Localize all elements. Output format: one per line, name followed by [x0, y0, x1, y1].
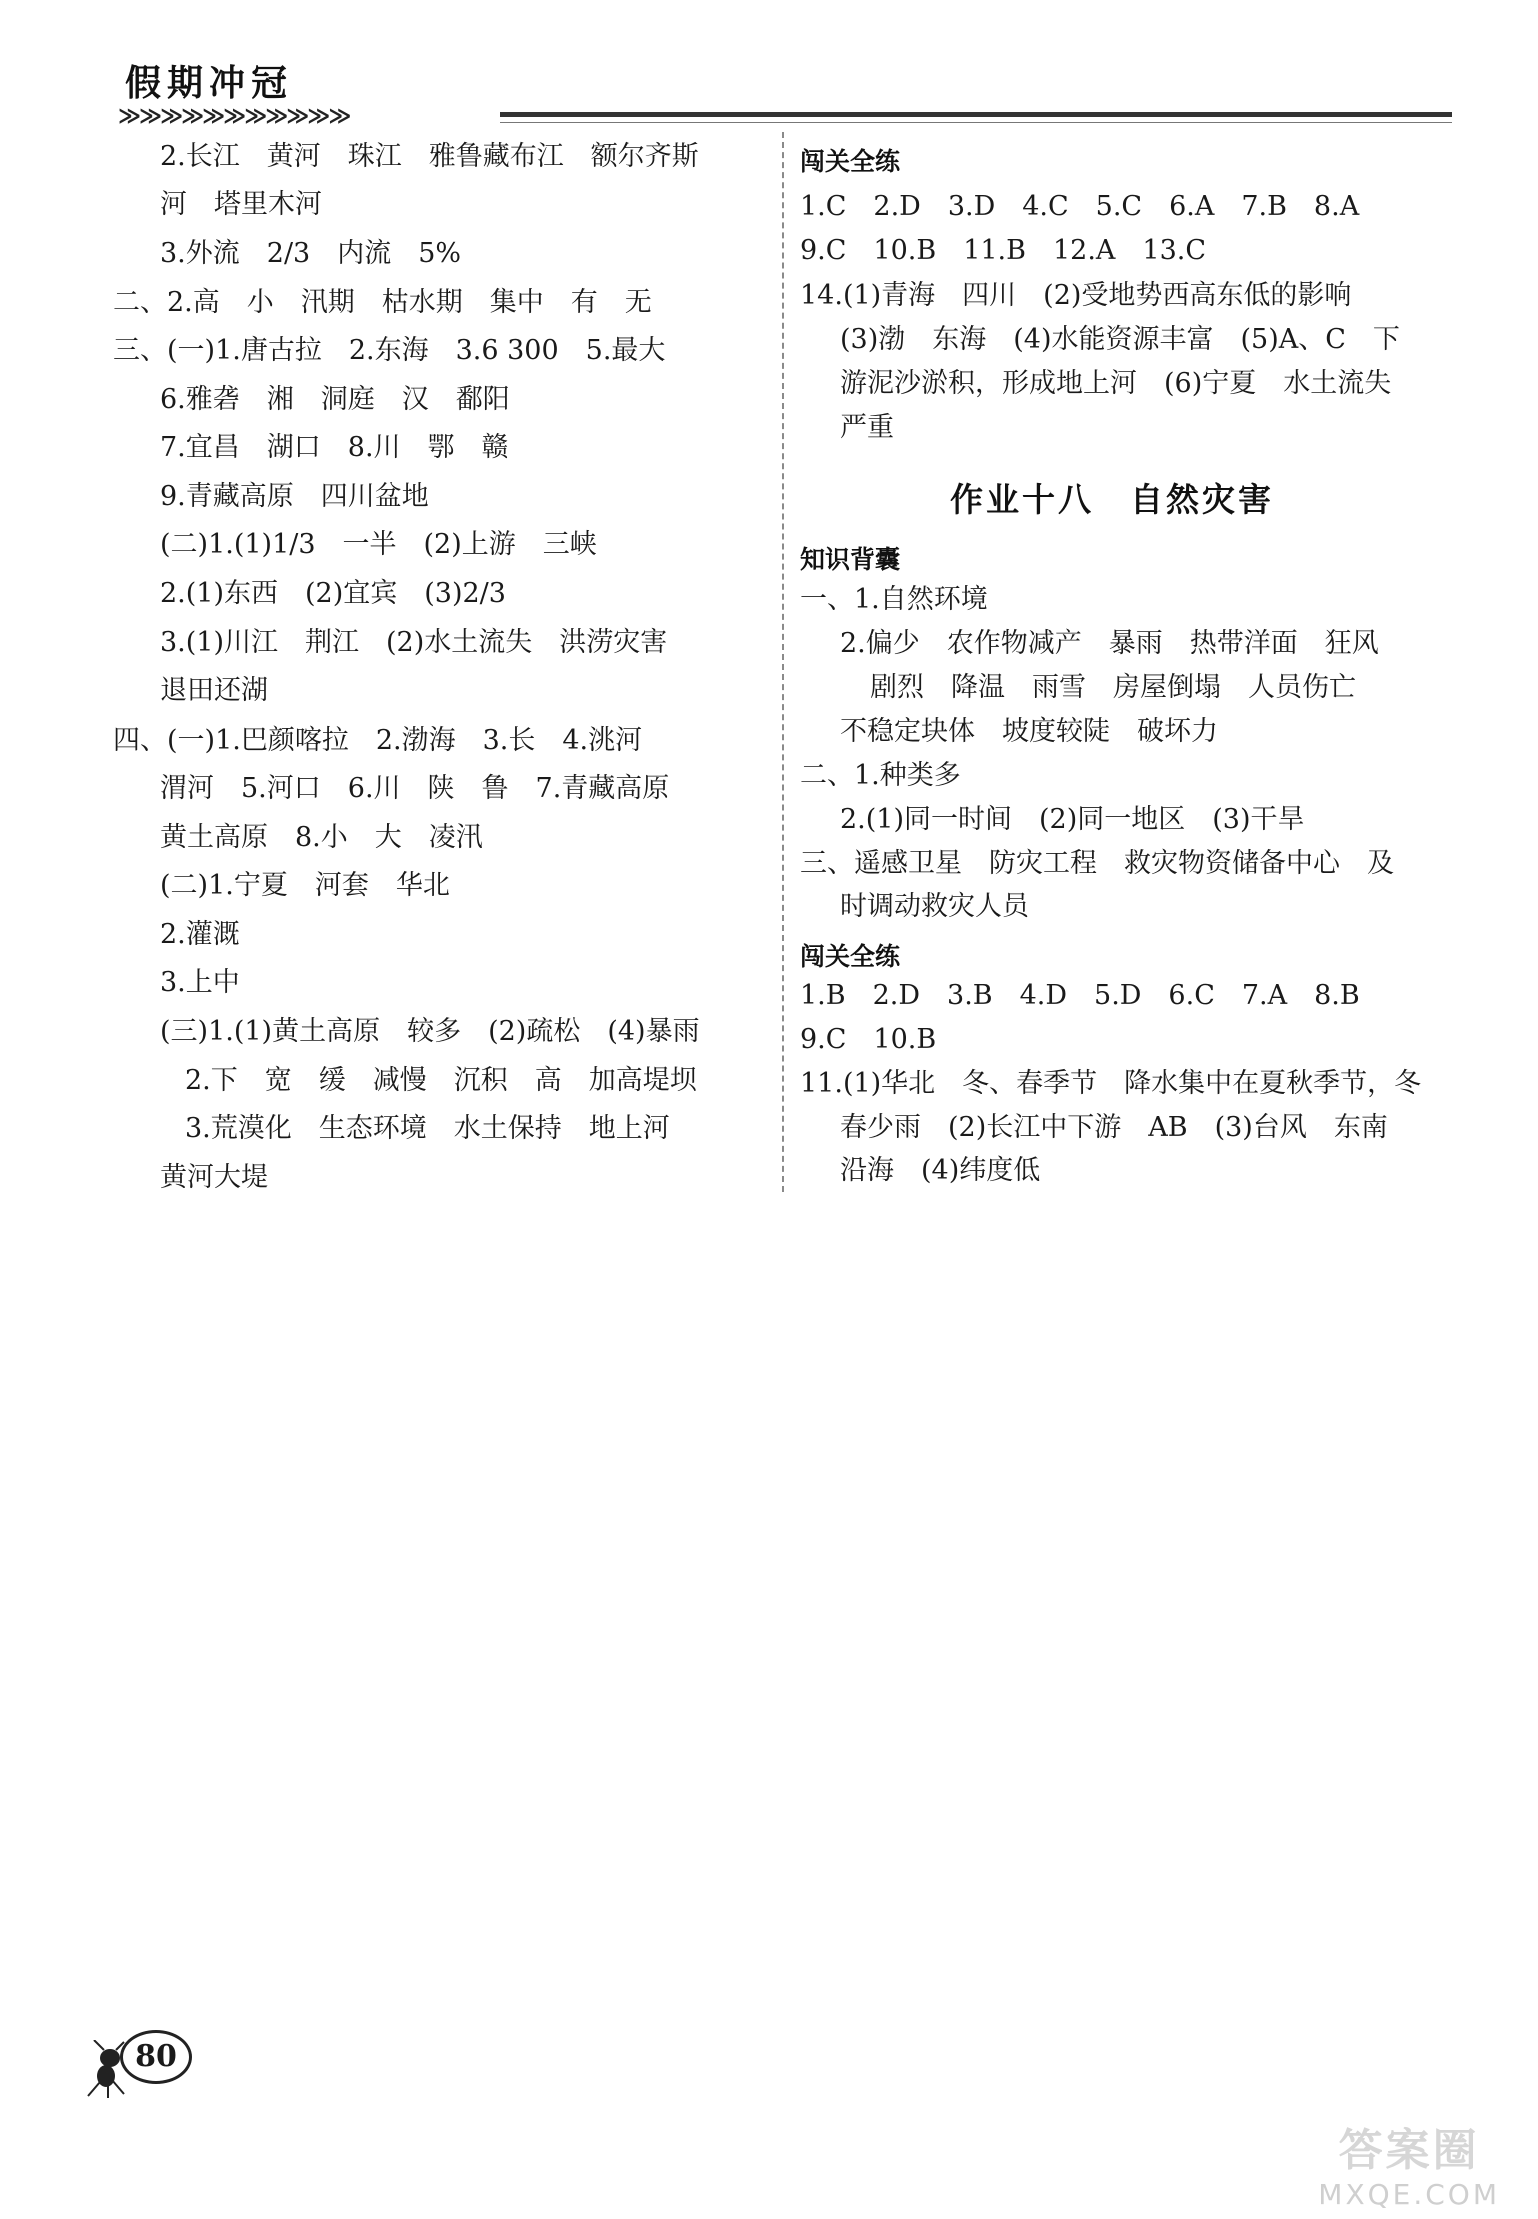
answer-line: 9.C 10.B	[800, 1024, 937, 1055]
answer-line: 退田还湖	[160, 675, 268, 706]
section-title: 作业十八 自然灾害	[950, 480, 1274, 519]
answer-line: 3.外流 2/3 内流 5%	[160, 238, 462, 269]
answer-line: 游泥沙淤积，形成地上河 (6)宁夏 水土流失	[840, 368, 1392, 399]
answer-line: 9.C 10.B 11.B 12.A 13.C	[800, 235, 1207, 266]
answer-line: 2.灌溉	[160, 919, 240, 950]
answer-line: (三)1.(1)黄土高原 较多 (2)疏松 (4)暴雨	[160, 1016, 700, 1047]
section-label: 闯关全练	[800, 147, 901, 176]
answer-line: 严重	[840, 412, 894, 443]
answer-line: 7.宜昌 湖口 8.川 鄂 赣	[160, 432, 509, 463]
answer-line: 2.下 宽 缓 减慢 沉积 高 加高堤坝	[185, 1065, 697, 1096]
header-arrows: ≫≫≫≫≫≫≫≫≫≫≫	[118, 104, 350, 129]
answer-line: 二、1.种类多	[800, 760, 961, 791]
answer-line: 黄河大堤	[160, 1162, 268, 1193]
watermark-url: MXQE.COM	[1318, 2178, 1500, 2211]
answer-line: 河 塔里木河	[160, 189, 322, 220]
watermark-logo: 答案圈	[1338, 2125, 1480, 2176]
answer-line: 3.(1)川江 荆江 (2)水土流失 洪涝灾害	[160, 627, 668, 658]
answer-line: 3.荒漠化 生态环境 水土保持 地上河	[185, 1113, 670, 1144]
answer-line: (3)渤 东海 (4)水能资源丰富 (5)A、C 下	[840, 324, 1400, 355]
answer-line: 三、(一)1.唐古拉 2.东海 3.6 300 5.最大	[113, 335, 666, 366]
answer-line: 春少雨 (2)长江中下游 AB (3)台风 东南	[840, 1112, 1388, 1143]
answer-line: 渭河 5.河口 6.川 陕 鲁 7.青藏高原	[160, 773, 670, 804]
answer-line: 黄土高原 8.小 大 凌汛	[160, 822, 483, 853]
answer-line: 6.雅砻 湘 洞庭 汉 鄱阳	[160, 384, 510, 415]
answer-line: 剧烈 降温 雨雪 房屋倒塌 人员伤亡	[870, 672, 1356, 703]
column-divider	[782, 132, 784, 1192]
answer-line: 3.上中	[160, 967, 240, 998]
answer-line: 不稳定块体 坡度较陡 破坏力	[840, 716, 1218, 747]
answer-line: 时调动救灾人员	[840, 891, 1029, 922]
answer-line: 2.(1)同一时间 (2)同一地区 (3)干旱	[840, 804, 1305, 835]
answer-line: 三、遥感卫星 防灾工程 救灾物资储备中心 及	[800, 848, 1394, 879]
answer-line: 2.(1)东西 (2)宜宾 (3)2/3	[160, 578, 506, 609]
answer-line: 四、(一)1.巴颜喀拉 2.渤海 3.长 4.洮河	[113, 725, 643, 756]
section-label: 闯关全练	[800, 942, 901, 971]
header-title: 假期冲冠	[125, 63, 294, 104]
header-rule-thin	[500, 122, 1452, 123]
answer-line: 二、2.高 小 汛期 枯水期 集中 有 无	[113, 287, 652, 318]
answer-line: 2.长江 黄河 珠江 雅鲁藏布江 额尔齐斯	[160, 141, 699, 172]
section-label: 知识背囊	[800, 545, 901, 574]
answer-line: 一、1.自然环境	[800, 584, 988, 615]
answer-line: 1.C 2.D 3.D 4.C 5.C 6.A 7.B 8.A	[800, 191, 1360, 222]
answer-line: (二)1.宁夏 河套 华北	[160, 870, 450, 901]
answer-line: 沿海 (4)纬度低	[840, 1155, 1041, 1186]
header-rule	[500, 112, 1452, 117]
page-number: 80	[120, 2030, 192, 2084]
answer-line: 11.(1)华北 冬、春季节 降水集中在夏秋季节，冬	[800, 1068, 1422, 1099]
answer-line: 9.青藏高原 四川盆地	[160, 481, 429, 512]
answer-line: (二)1.(1)1/3 一半 (2)上游 三峡	[160, 529, 597, 560]
answer-line: 2.偏少 农作物减产 暴雨 热带洋面 狂风	[840, 628, 1379, 659]
answer-line: 14.(1)青海 四川 (2)受地势西高东低的影响	[800, 280, 1352, 311]
watermark	[1318, 2114, 1500, 2211]
answer-line: 1.B 2.D 3.B 4.D 5.D 6.C 7.A 8.B	[800, 980, 1360, 1011]
